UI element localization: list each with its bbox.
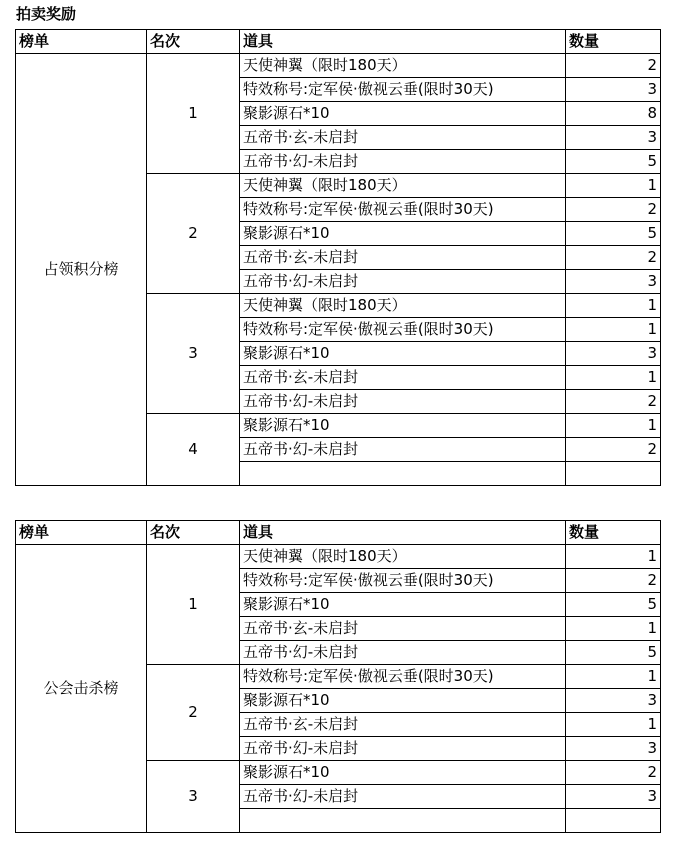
item-name: 五帝书·玄-未启封 — [240, 126, 566, 150]
item-qty: 1 — [566, 318, 661, 342]
header-board: 榜单 — [16, 521, 147, 545]
empty-cell — [240, 809, 566, 833]
item-qty: 3 — [566, 689, 661, 713]
item-name: 聚影源石*10 — [240, 593, 566, 617]
item-name: 五帝书·幻-未启封 — [240, 390, 566, 414]
item-qty: 2 — [566, 438, 661, 462]
item-qty: 2 — [566, 54, 661, 78]
table-header-row — [16, 521, 661, 545]
item-name: 天使神翼（限时180天） — [240, 545, 566, 569]
table-row — [16, 545, 661, 569]
item-qty: 1 — [566, 366, 661, 390]
item-qty: 5 — [566, 593, 661, 617]
board-name: 占领积分榜 — [16, 54, 147, 486]
item-qty: 8 — [566, 102, 661, 126]
item-name: 聚影源石*10 — [240, 761, 566, 785]
empty-cell — [566, 809, 661, 833]
item-qty: 5 — [566, 222, 661, 246]
item-qty: 1 — [566, 665, 661, 689]
header-rank: 名次 — [147, 30, 240, 54]
item-name: 聚影源石*10 — [240, 414, 566, 438]
item-qty: 1 — [566, 414, 661, 438]
header-item: 道具 — [240, 521, 566, 545]
item-name: 特效称号:定军侯·傲视云垂(限时30天) — [240, 318, 566, 342]
rank-cell: 3 — [147, 294, 240, 414]
empty-cell — [566, 462, 661, 486]
item-name: 五帝书·幻-未启封 — [240, 785, 566, 809]
header-qty: 数量 — [566, 30, 661, 54]
item-qty: 3 — [566, 737, 661, 761]
item-name: 五帝书·玄-未启封 — [240, 246, 566, 270]
item-name: 五帝书·幻-未启封 — [240, 737, 566, 761]
table-header-row — [16, 30, 661, 54]
item-name: 聚影源石*10 — [240, 222, 566, 246]
item-qty: 3 — [566, 342, 661, 366]
item-name: 天使神翼（限时180天） — [240, 54, 566, 78]
item-qty: 3 — [566, 270, 661, 294]
header-rank: 名次 — [147, 521, 240, 545]
item-name: 五帝书·玄-未启封 — [240, 713, 566, 737]
item-name: 聚影源石*10 — [240, 342, 566, 366]
item-qty: 2 — [566, 198, 661, 222]
item-qty: 2 — [566, 390, 661, 414]
item-qty: 2 — [566, 569, 661, 593]
item-name: 五帝书·幻-未启封 — [240, 641, 566, 665]
header-item: 道具 — [240, 30, 566, 54]
item-name: 天使神翼（限时180天） — [240, 294, 566, 318]
item-qty: 2 — [566, 246, 661, 270]
item-qty: 3 — [566, 785, 661, 809]
item-qty: 1 — [566, 294, 661, 318]
item-qty: 1 — [566, 174, 661, 198]
item-qty: 1 — [566, 713, 661, 737]
item-qty: 3 — [566, 126, 661, 150]
board-name: 公会击杀榜 — [16, 545, 147, 833]
item-qty: 1 — [566, 545, 661, 569]
item-name: 五帝书·玄-未启封 — [240, 366, 566, 390]
item-qty: 1 — [566, 617, 661, 641]
item-qty: 5 — [566, 150, 661, 174]
item-qty: 2 — [566, 761, 661, 785]
item-name: 五帝书·幻-未启封 — [240, 270, 566, 294]
rank-cell: 2 — [147, 174, 240, 294]
item-qty: 5 — [566, 641, 661, 665]
item-qty: 3 — [566, 78, 661, 102]
item-name: 特效称号:定军侯·傲视云垂(限时30天) — [240, 198, 566, 222]
header-board: 榜单 — [16, 30, 147, 54]
item-name: 特效称号:定军侯·傲视云垂(限时30天) — [240, 78, 566, 102]
item-name: 五帝书·幻-未启封 — [240, 438, 566, 462]
rank-cell: 3 — [147, 761, 240, 833]
item-name: 特效称号:定军侯·傲视云垂(限时30天) — [240, 665, 566, 689]
item-name: 天使神翼（限时180天） — [240, 174, 566, 198]
item-name: 聚影源石*10 — [240, 102, 566, 126]
item-name: 五帝书·玄-未启封 — [240, 617, 566, 641]
reward-table-occupation — [15, 29, 661, 486]
rank-cell: 2 — [147, 665, 240, 761]
item-name: 五帝书·幻-未启封 — [240, 150, 566, 174]
empty-cell — [240, 462, 566, 486]
reward-table-guild-kill — [15, 520, 661, 833]
table-row — [16, 54, 661, 78]
rank-cell: 1 — [147, 545, 240, 665]
rank-cell: 4 — [147, 414, 240, 486]
header-qty: 数量 — [566, 521, 661, 545]
page-title: 拍卖奖励 — [16, 5, 77, 23]
rank-cell: 1 — [147, 54, 240, 174]
item-name: 特效称号:定军侯·傲视云垂(限时30天) — [240, 569, 566, 593]
item-name: 聚影源石*10 — [240, 689, 566, 713]
